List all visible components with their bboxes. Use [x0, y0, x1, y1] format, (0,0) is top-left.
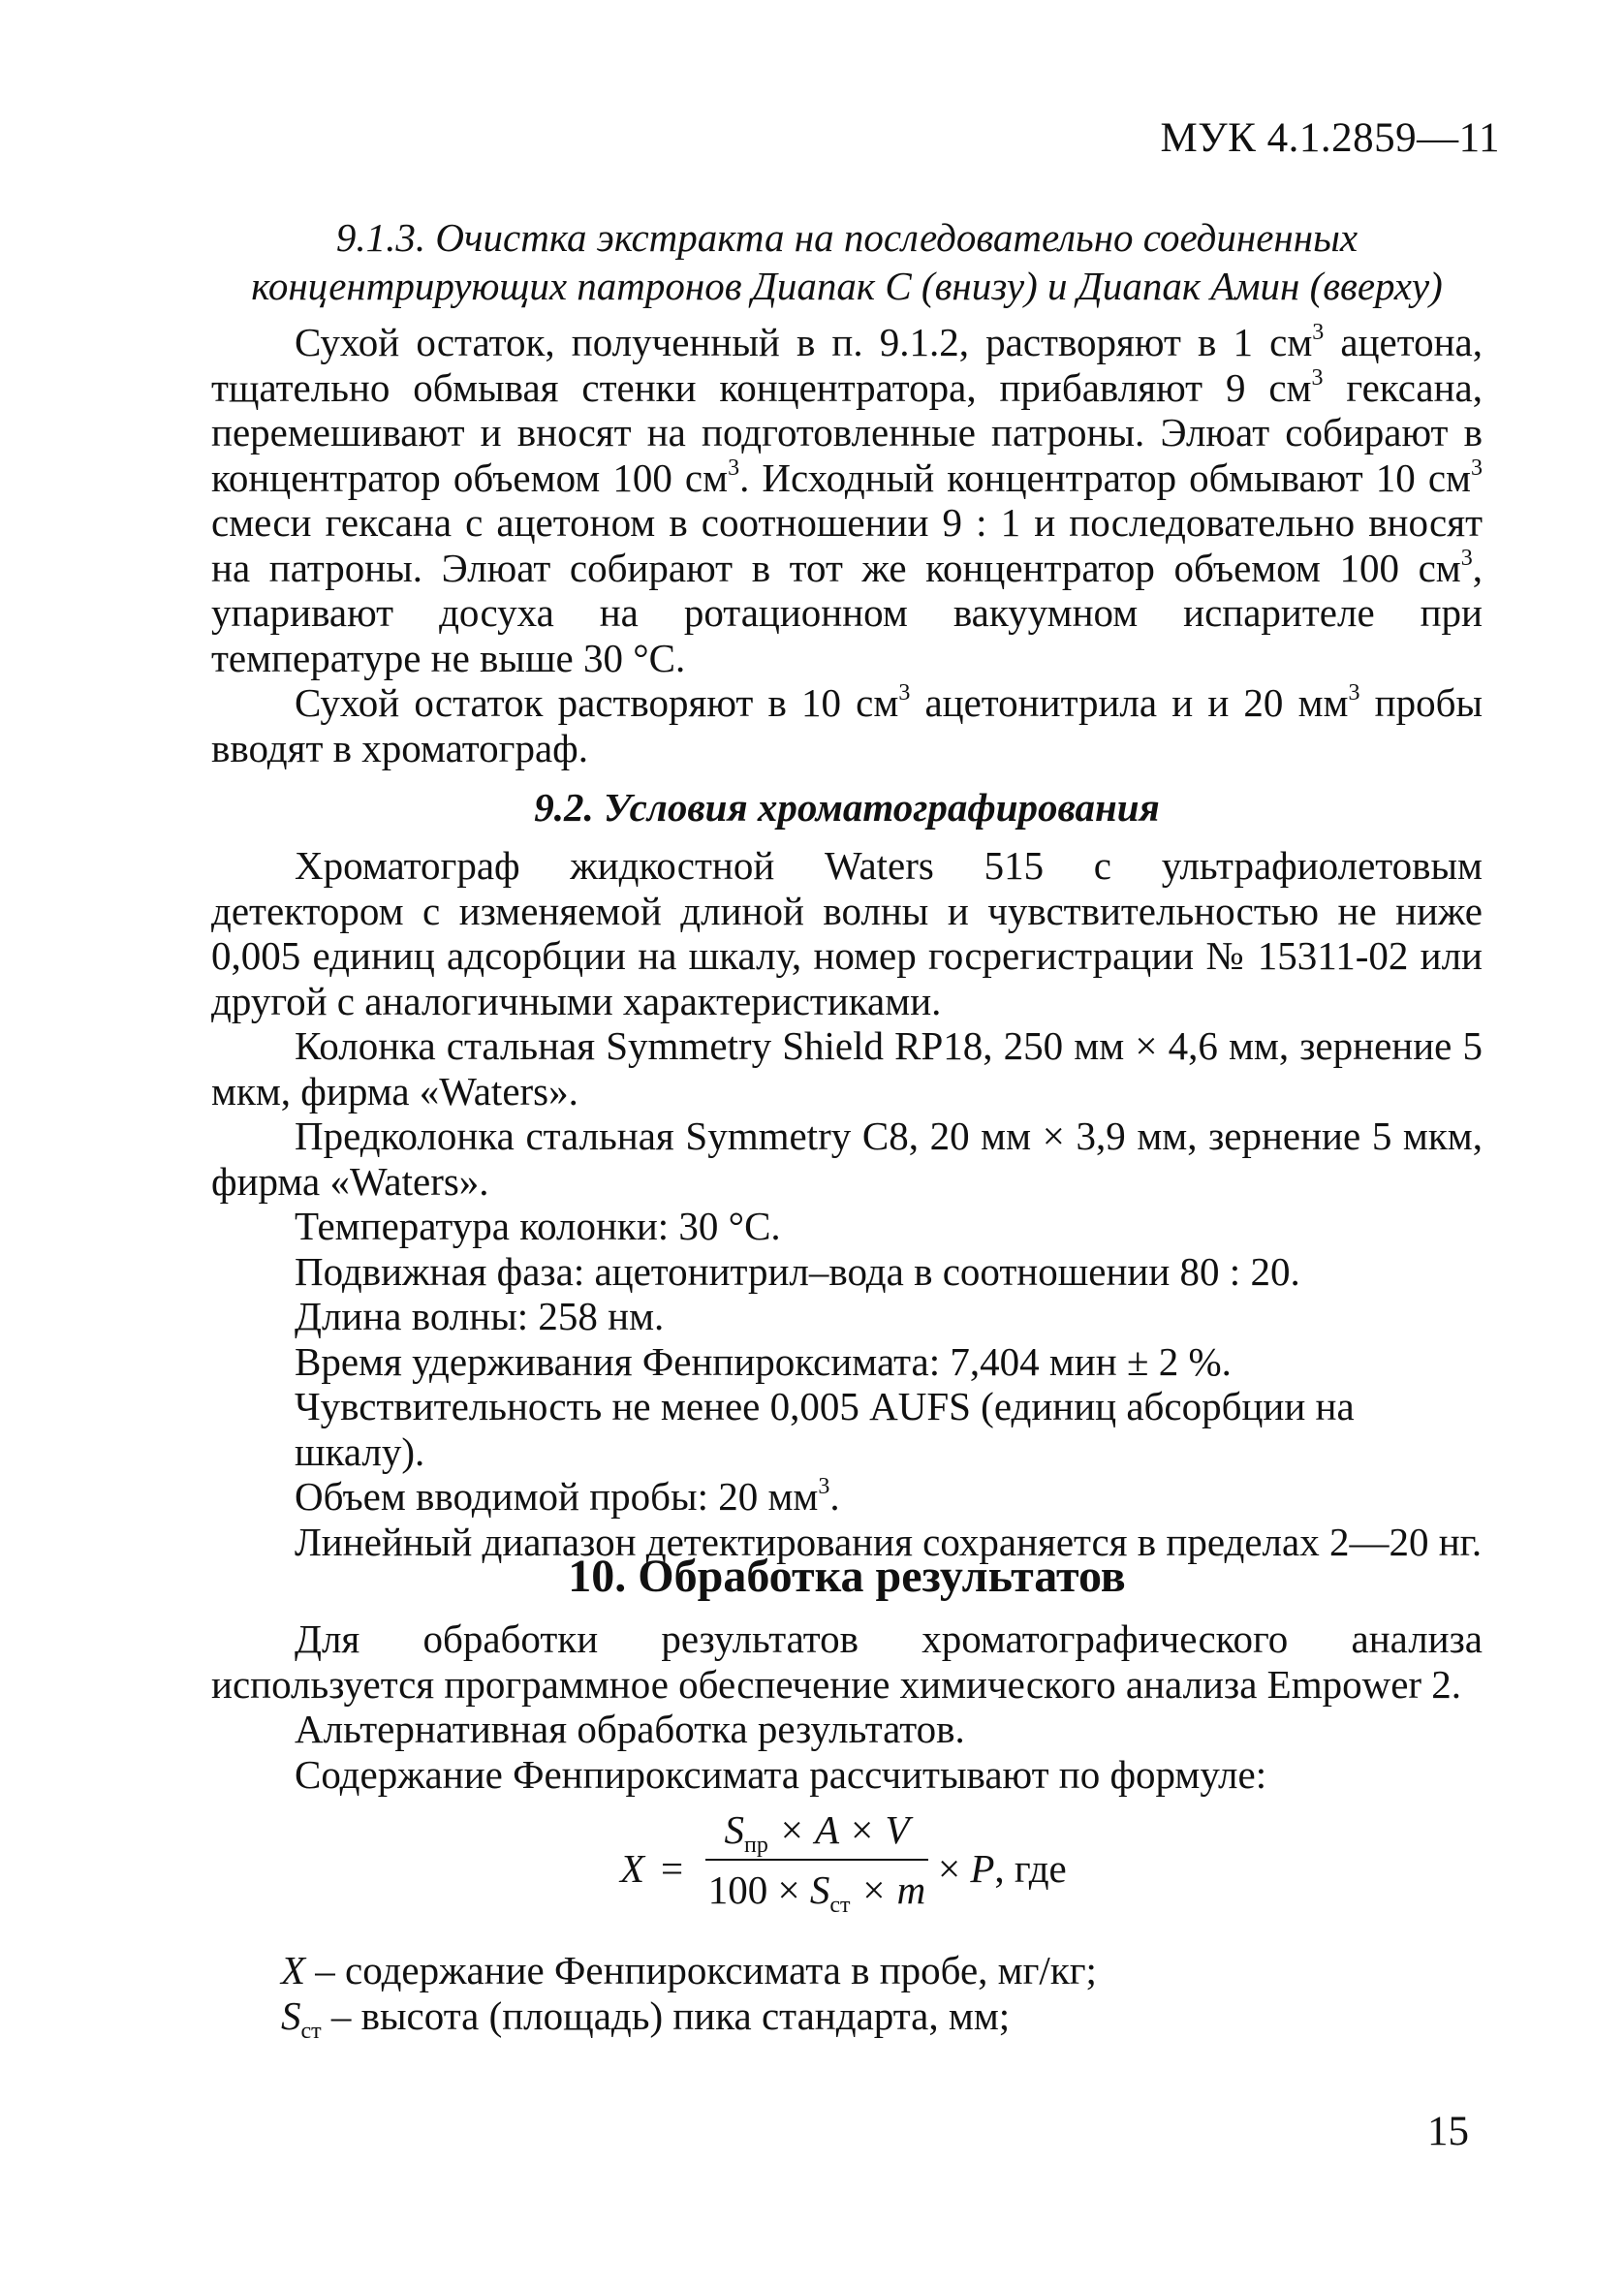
- definitions: [281, 1948, 1483, 2044]
- line-linear-range: Линейный диапазон детектирования сохраняется в пределах 2—20 нг.: [295, 1519, 1483, 1564]
- paragraph-software: Для обработки результатов хроматографического анализа используется программное обеспечение химического анализа Empower 2.: [211, 1616, 1483, 1707]
- line-formula-intro: Содержание Фенпироксимата рассчитывают по формуле:: [295, 1751, 1267, 1797]
- section-9-2-body: [211, 843, 1483, 1564]
- formula-equals: =: [661, 1846, 684, 1891]
- section-heading-9-1-3-line1: 9.1.3. Очистка экстракта на последовательно соединенных: [335, 215, 1359, 260]
- formula-rhs: × P, где: [938, 1846, 1067, 1891]
- section-9-1-3: [211, 213, 1483, 310]
- formula-fraction: [705, 1804, 928, 1919]
- section-heading-10: 10. Обработка результатов: [568, 1551, 1126, 1602]
- line-mobile-phase: Подвижная фаза: ацетонитрил–вода в соотношении 80 : 20.: [295, 1248, 1300, 1294]
- paragraph-cleanup: Сухой остаток, полученный в п. 9.1.2, растворяют в 1 $см^3$ ацетона, тщательно обмывая стенки концентратора, прибавляют 9 $см^3$ гексана, перемешивают и вносят на подготовленные патроны. Элюат собирают в концентратор объемом 100 $см^3$. Исходный концентратор обмывают 10 $см^3$ смеси гексана с ацетоном в соотношении 9 : 1 и последовательно вносят на патроны. Элюат собирают в тот же концентратор объемом 100 $см^3$, упаривают досуха на ротационном вакуумном испарителе при температуре не выше 30 °С.: [211, 320, 1483, 680]
- section-9-1-3-body: [211, 320, 1483, 770]
- line-alternative-processing: Альтернативная обработка результатов.: [295, 1707, 965, 1751]
- fraction-bar: [705, 1859, 928, 1861]
- line-retention-time: Время удерживания Фенпироксимата: 7,404 мин ± 2 %.: [295, 1338, 1232, 1384]
- paragraph-column: Колонка стальная Symmetry Shield RP18, 250 мм × 4,6 мм, зернение 5 мкм, фирма «Waters».: [211, 1023, 1483, 1114]
- paragraph-chromatograph: Хроматограф жидкостной Waters 515 с ультрафиолетовым детектором с изменяемой длиной волны и чувствительностью не ниже 0,005 единиц адсорбции на шкалу, номер госрегистрации № 15311-02 или другой с аналогичными характеристиками.: [211, 843, 1483, 1023]
- page-number: 15: [1427, 2109, 1469, 2154]
- section-10: [211, 1549, 1483, 1605]
- line-column-temperature: Температура колонки: 30 °С.: [295, 1204, 781, 1248]
- formula-numerator: $S_{пр} \times A \times V$: [724, 1807, 910, 1859]
- line-wavelength: Длина волны: 258 нм.: [295, 1294, 665, 1338]
- section-heading-9-1-3-line2: концентрирующих патронов Диапак С (внизу) и Диапак Амин (вверху): [251, 264, 1443, 308]
- line-injection-volume: Объем вводимой пробы: 20 $мм^3$.: [295, 1474, 840, 1519]
- formula-denominator: $100 \times S_{ст} \times m$: [707, 1867, 926, 1919]
- paragraph-dissolve: Сухой остаток растворяют в 10 $см^3$ ацетонитрила и и 20 $мм^3$ пробы вводят в хроматограф.: [211, 680, 1483, 770]
- definition-x: X – содержание Фенпироксимата в пробе, мг/кг;: [281, 1948, 1097, 1992]
- section-heading-9-2: 9.2. Условия хроматографирования: [534, 785, 1160, 830]
- formula: [620, 1804, 1163, 1940]
- section-10-body: [211, 1616, 1483, 1797]
- paragraph-precolumn: Предколонка стальная Symmetry C8, 20 мм × 3,9 мм, зернение 5 мкм, фирма «Waters».: [211, 1114, 1483, 1204]
- document-code: МУК 4.1.2859—11: [1160, 115, 1500, 161]
- line-sensitivity: Чувствительность не менее 0,005 AUFS (единиц абсорбции на шкалу).: [295, 1384, 1355, 1474]
- formula-lhs: X: [620, 1846, 645, 1891]
- section-9-2: [211, 783, 1483, 831]
- definition-s-st: $S_{ст}$ – высота (площадь) пика стандарта, мм;: [281, 1992, 1011, 2044]
